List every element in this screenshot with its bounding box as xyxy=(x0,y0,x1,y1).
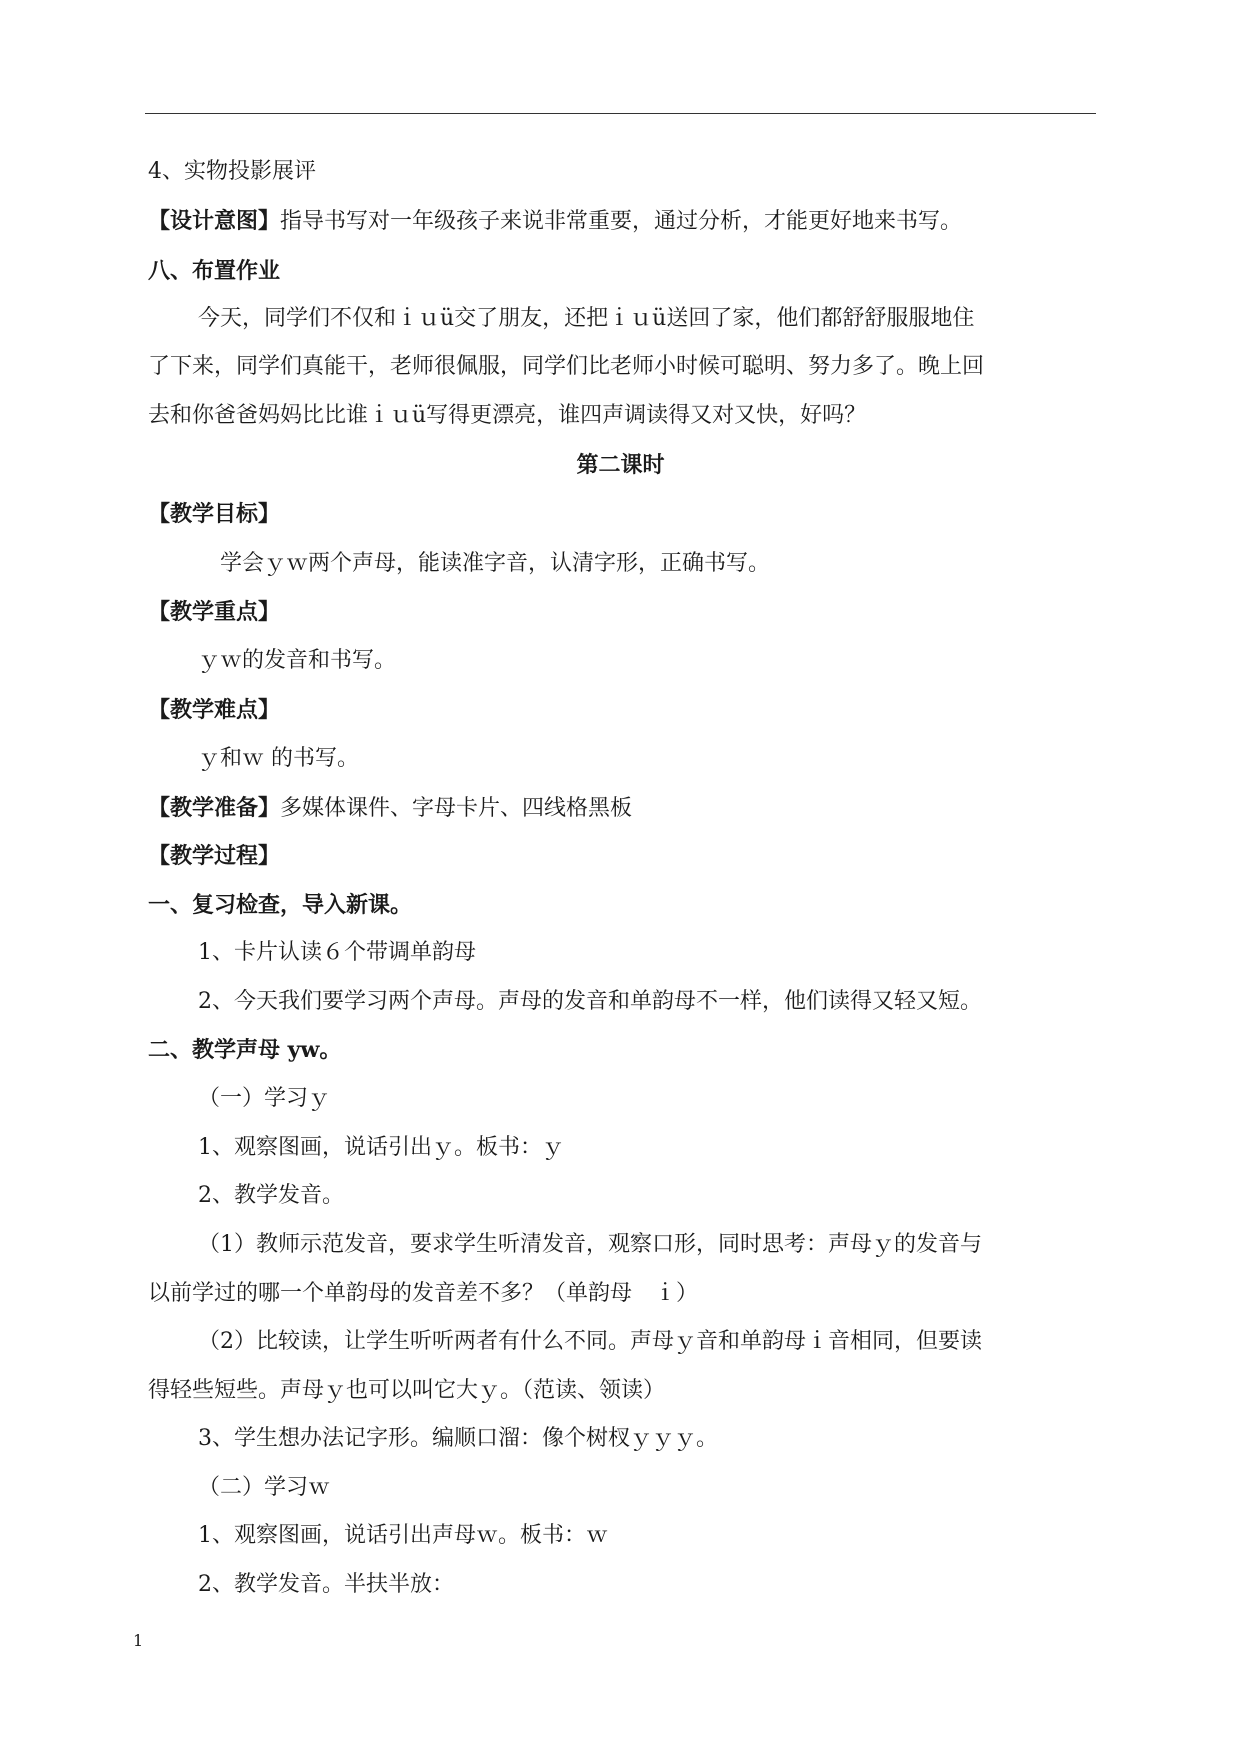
teaching-difficulty-heading: 【教学难点】 xyxy=(148,697,281,723)
line-5: 了下来，同学们真能干，老师很佩服，同学们比老师小时候可聪明、努力多了。晚上回 xyxy=(148,354,985,379)
page-number: 1 xyxy=(133,1631,144,1650)
line-22: 2、教学发音。 xyxy=(198,1183,344,1208)
line-24: 以前学过的哪一个单韵母的发音差不多？（单韵母 ｉ） xyxy=(148,1281,699,1306)
teaching-prep-text: 多媒体课件、字母卡片、四线格黑板 xyxy=(280,796,633,821)
line-9: 学会ｙｗ两个声母，能读准字音，认清字形，正确书写。 xyxy=(220,551,771,576)
line-30: 2、教学发音。半扶半放： xyxy=(198,1572,454,1597)
line-17: 1、卡片认读６个带调单韵母 xyxy=(198,940,476,965)
line-4: 今天，同学们不仅和ｉｕü交了朋友，还把ｉｕü送回了家，他们都舒舒服服地住 xyxy=(198,306,975,331)
line-27: 3、学生想办法记字形。编顺口溜：像个树杈ｙｙｙ。 xyxy=(198,1426,718,1451)
teaching-prep-label: 【教学准备】 xyxy=(148,795,281,821)
line-25: （2）比较读，让学生听听两者有什么不同。声母ｙ音和单韵母ｉ音相同，但要读 xyxy=(198,1329,982,1354)
lesson-two-title: 第二课时 xyxy=(576,452,665,478)
line-2 xyxy=(148,206,962,237)
teaching-process-heading: 【教学过程】 xyxy=(148,843,281,869)
design-intent-text: 指导书写对一年级孩子来说非常重要，通过分析，才能更好地来书写。 xyxy=(280,209,963,234)
line-21: 1、观察图画，说话引出ｙ。板书：ｙ xyxy=(198,1135,564,1160)
section-teach-yw-heading: 二、教学声母 yw。 xyxy=(148,1037,342,1063)
section-homework-heading: 八、布置作业 xyxy=(148,258,281,284)
line-26: 得轻些短些。声母ｙ也可以叫它大ｙ。（范读、领读） xyxy=(148,1378,666,1403)
line-6: 去和你爸爸妈妈比比谁ｉｕü写得更漂亮，谁四声调读得又对又快，好吗？ xyxy=(148,403,867,428)
line-23: （1）教师示范发音，要求学生听清发音，观察口形，同时思考：声母ｙ的发音与 xyxy=(198,1232,982,1257)
line-18: 2、今天我们要学习两个声母。声母的发音和单韵母不一样，他们读得又轻又短。 xyxy=(198,989,982,1014)
teaching-focus-heading: 【教学重点】 xyxy=(148,599,281,625)
line-13: ｙ和ｗ 的书写。 xyxy=(198,746,359,771)
design-intent-label: 【设计意图】 xyxy=(148,208,281,234)
line-28: （二）学习ｗ xyxy=(198,1475,331,1500)
teaching-goal-heading: 【教学目标】 xyxy=(148,501,281,527)
section-review-heading: 一、复习检查，导入新课。 xyxy=(148,892,413,918)
line-1: 4、实物投影展评 xyxy=(148,159,316,184)
line-29: 1、观察图画，说话引出声母ｗ。板书：ｗ xyxy=(198,1523,608,1548)
line-11: ｙｗ的发音和书写。 xyxy=(198,648,397,673)
header-rule xyxy=(145,113,1096,114)
line-20: （一）学习ｙ xyxy=(198,1086,331,1111)
line-14 xyxy=(148,793,632,824)
